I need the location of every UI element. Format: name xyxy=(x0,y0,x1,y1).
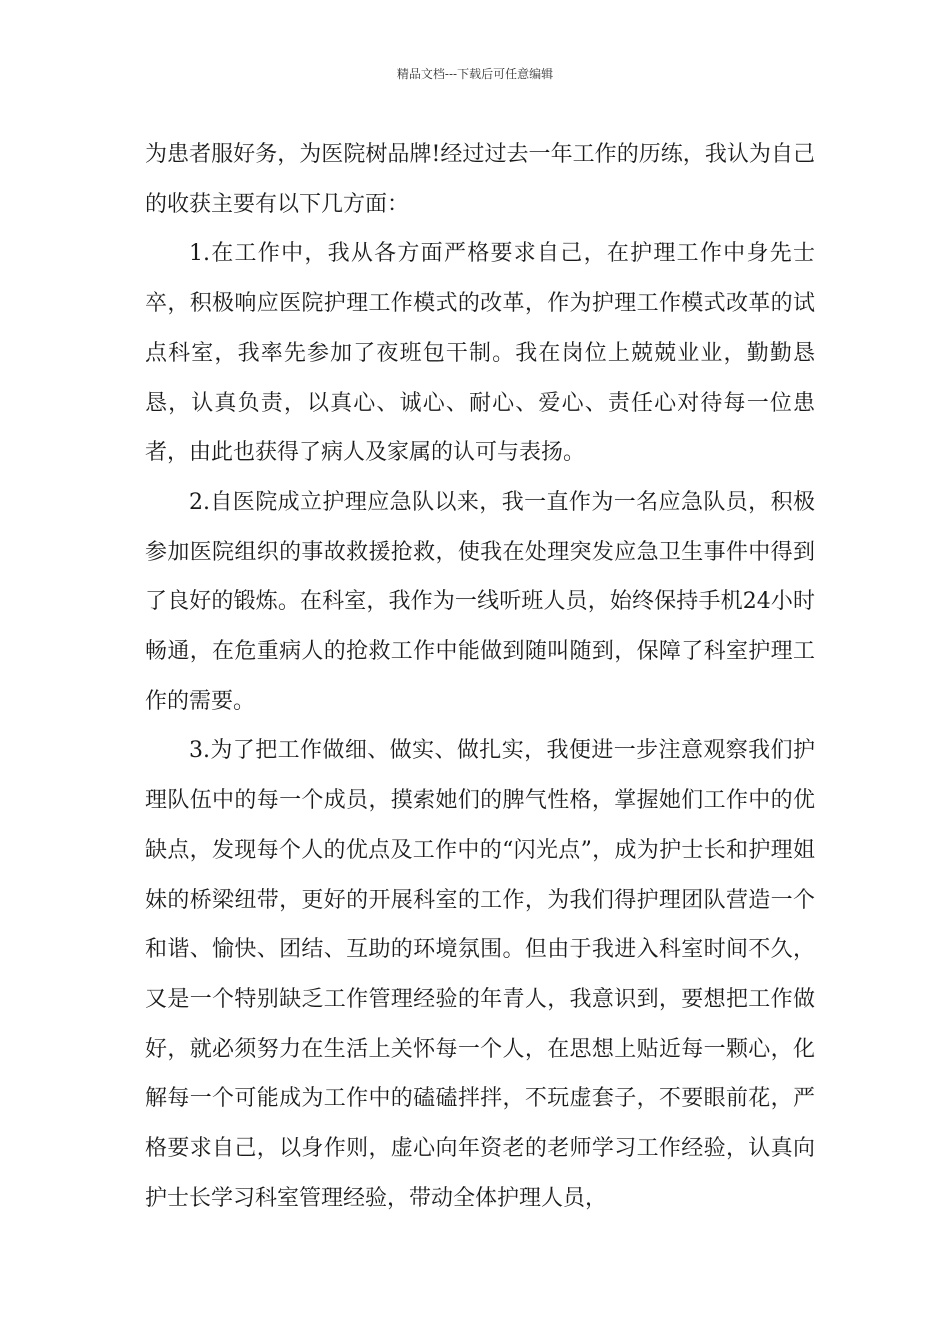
paragraph-intro: 为患者服好务，为医院树品牌!经过过去一年工作的历练，我认为自己的收获主要有以下几方面： xyxy=(145,142,815,217)
document-body xyxy=(145,130,815,1223)
paragraph-item-3: 3.为了把工作做细、做实、做扎实，我便进一步注意观察我们护理队伍中的每一个成员，摸索她们的脾气性格，掌握她们工作中的优缺点，发现每个人的优点及工作中的“闪光点”，成为护士长和护理姐妹的桥梁纽带，更好的开展科室的工作，为我们得护理团队营造一个和谐、愉快、团结、互助的环境氛围。但由于我进入科室时间不久，又是一个特别缺乏工作管理经验的年青人，我意识到，要想把工作做好，就必须努力在生活上关怀每一个人，在思想上贴近每一颗心，化解每一个可能成为工作中的磕磕拌拌，不玩虚套子，不要眼前花，严格要求自己，以身作则，虚心向年资老的老师学习工作经验，认真向护士长学习科室管理经验，带动全体护理人员， xyxy=(145,738,815,1211)
page-header: 精品文档---下载后可任意编辑 xyxy=(396,67,554,81)
paragraph-item-2: 2.自医院成立护理应急队以来，我一直作为一名应急队员，积极参加医院组织的事故救援抢救，使我在处理突发应急卫生事件中得到了良好的锻炼。在科室，我作为一线听班人员，始终保持手机24小时畅通，在危重病人的抢救工作中能做到随叫随到，保障了科室护理工作的需要。 xyxy=(145,489,815,714)
paragraph-item-1: 1.在工作中，我从各方面严格要求自己，在护理工作中身先士卒，积极响应医院护理工作模式的改革，作为护理工作模式改革的试点科室，我率先参加了夜班包干制。我在岗位上兢兢业业，勤勤恳恳，认真负责，以真心、诚心、耐心、爱心、责任心对待每一位患者，由此也获得了病人及家属的认可与表扬。 xyxy=(145,241,815,466)
